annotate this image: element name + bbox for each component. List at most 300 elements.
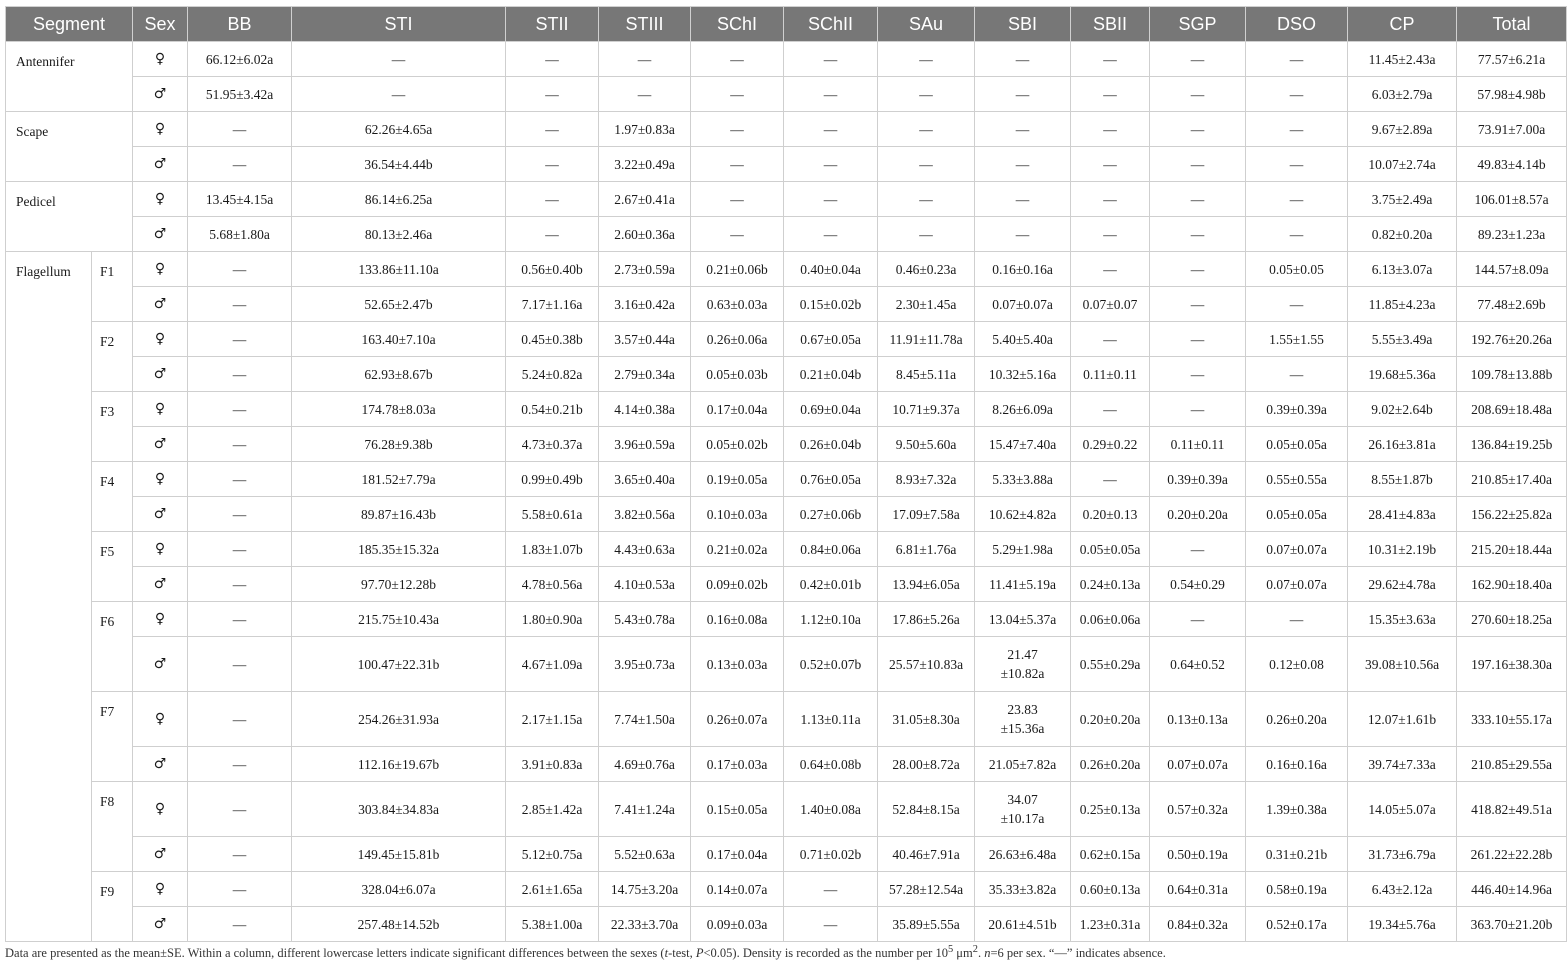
cell-schi: 0.17±0.03a [691,747,784,782]
cell-schii: 0.52±0.07b [784,637,878,692]
cell-stiii: 2.73±0.59a [599,252,691,287]
table-row [6,112,1567,147]
cell-stii: — [506,217,599,252]
table-row [6,872,1567,907]
cell-stii: 3.91±0.83a [506,747,599,782]
column-header-stiii: STIII [599,7,691,42]
cell-sau: 0.46±0.23a [878,252,975,287]
cell-bb: — [188,567,292,602]
cell-sti: 62.93±8.67b [292,357,506,392]
cell-sti: 86.14±6.25a [292,182,506,217]
cell-sau: — [878,42,975,77]
cell-cp: 11.85±4.23a [1348,287,1457,322]
table-row [6,782,1567,837]
table-footnote [5,944,1455,961]
cell-schii: — [784,872,878,907]
cell-cp: 9.02±2.64b [1348,392,1457,427]
sex-symbol: ♀ [133,462,188,497]
cell-sti: 254.26±31.93a [292,692,506,747]
cell-sgp: — [1150,147,1246,182]
cell-bb: — [188,532,292,567]
cell-total: 73.91±7.00a [1457,112,1567,147]
cell-bb: 5.68±1.80a [188,217,292,252]
footnote-text: Data are presented as the mean±SE. Within a column, different lowercase letters indicate significant differences between the sexes ( [5,946,665,961]
cell-schii: — [784,182,878,217]
cell-sti: 149.45±15.81b [292,837,506,872]
cell-sti: 80.13±2.46a [292,217,506,252]
sex-symbol: ♂ [133,427,188,462]
cell-stiii: — [599,77,691,112]
segment-label: Pedicel [6,182,133,252]
cell-stii: — [506,112,599,147]
cell-schi: 0.05±0.03b [691,357,784,392]
cell-sau: 2.30±1.45a [878,287,975,322]
cell-stiii: 7.74±1.50a [599,692,691,747]
cell-sti: 97.70±12.28b [292,567,506,602]
cell-stii: 0.56±0.40b [506,252,599,287]
cell-sbii: 0.26±0.20a [1071,747,1150,782]
sex-symbol: ♂ [133,77,188,112]
column-header-sgp: SGP [1150,7,1246,42]
cell-total: 57.98±4.98b [1457,77,1567,112]
footnote-text: μm [953,946,973,961]
footnote-text: . [977,946,985,961]
sex-symbol: ♀ [133,782,188,837]
cell-total: 333.10±55.17a [1457,692,1567,747]
cell-sbii: 0.06±0.06a [1071,602,1150,637]
cell-cp: 11.45±2.43a [1348,42,1457,77]
cell-sau: 17.86±5.26a [878,602,975,637]
cell-dso: 0.05±0.05a [1246,497,1348,532]
cell-sbii: 0.20±0.20a [1071,692,1150,747]
cell-bb: 51.95±3.42a [188,77,292,112]
cell-stiii: 7.41±1.24a [599,782,691,837]
cell-total: 136.84±19.25b [1457,427,1567,462]
cell-sgp: — [1150,182,1246,217]
cell-stiii: 5.52±0.63a [599,837,691,872]
cell-sau: — [878,112,975,147]
cell-dso: — [1246,217,1348,252]
cell-stiii: 3.65±0.40a [599,462,691,497]
cell-sgp: 0.54±0.29 [1150,567,1246,602]
segment-label: Antennifer [6,42,133,112]
footnote-exponent: 2 [972,944,978,955]
cell-cp: 6.03±2.79a [1348,77,1457,112]
cell-bb: — [188,392,292,427]
cell-sbii: 1.23±0.31a [1071,907,1150,942]
sex-symbol: ♂ [133,357,188,392]
cell-total: 210.85±17.40a [1457,462,1567,497]
cell-dso: — [1246,147,1348,182]
cell-cp: 10.07±2.74a [1348,147,1457,182]
cell-cp: 29.62±4.78a [1348,567,1457,602]
cell-sbii: 0.62±0.15a [1071,837,1150,872]
cell-bb: — [188,602,292,637]
cell-stii: — [506,42,599,77]
cell-sbi: — [975,217,1071,252]
cell-sbi: 20.61±4.51b [975,907,1071,942]
cell-dso: 0.07±0.07a [1246,567,1348,602]
table-container [5,6,1553,942]
table-body [6,42,1567,942]
cell-dso: — [1246,357,1348,392]
cell-stii: 5.24±0.82a [506,357,599,392]
cell-dso: 0.05±0.05a [1246,427,1348,462]
cell-sau: 6.81±1.76a [878,532,975,567]
subsegment-label: F5 [92,532,133,602]
sex-symbol: ♀ [133,392,188,427]
table-row [6,77,1567,112]
cell-sbi: 26.63±6.48a [975,837,1071,872]
cell-sbi: 34.07 ±10.17a [975,782,1071,837]
cell-sbii: — [1071,217,1150,252]
cell-stii: 0.45±0.38b [506,322,599,357]
cell-sau: 35.89±5.55a [878,907,975,942]
column-header-dso: DSO [1246,7,1348,42]
cell-schi: — [691,147,784,182]
sex-symbol: ♀ [133,182,188,217]
table-row [6,392,1567,427]
cell-sbii: 0.11±0.11 [1071,357,1150,392]
cell-dso: 1.39±0.38a [1246,782,1348,837]
table-row [6,182,1567,217]
cell-schii: 0.76±0.05a [784,462,878,497]
cell-stii: 4.67±1.09a [506,637,599,692]
cell-stii: 5.58±0.61a [506,497,599,532]
cell-schii: — [784,112,878,147]
cell-sti: 52.65±2.47b [292,287,506,322]
cell-bb: — [188,357,292,392]
cell-stiii: 4.43±0.63a [599,532,691,567]
cell-sgp: 0.57±0.32a [1150,782,1246,837]
cell-stiii: 4.69±0.76a [599,747,691,782]
cell-cp: 19.34±5.76a [1348,907,1457,942]
cell-schi: 0.21±0.02a [691,532,784,567]
cell-sbii: 0.25±0.13a [1071,782,1150,837]
cell-stiii: 22.33±3.70a [599,907,691,942]
table-row [6,147,1567,182]
cell-schi: — [691,42,784,77]
cell-sgp: — [1150,357,1246,392]
cell-stiii: 3.82±0.56a [599,497,691,532]
cell-stiii: 3.57±0.44a [599,322,691,357]
table-row [6,217,1567,252]
cell-sau: 9.50±5.60a [878,427,975,462]
cell-bb: — [188,637,292,692]
cell-schi: 0.26±0.06a [691,322,784,357]
cell-sti: 257.48±14.52b [292,907,506,942]
column-header-bb: BB [188,7,292,42]
sex-symbol: ♂ [133,907,188,942]
cell-sbi: 5.33±3.88a [975,462,1071,497]
cell-sbi: — [975,182,1071,217]
cell-dso: 0.16±0.16a [1246,747,1348,782]
cell-sti: 76.28±9.38b [292,427,506,462]
cell-bb: — [188,462,292,497]
table-row [6,602,1567,637]
cell-sbii: — [1071,392,1150,427]
cell-sbii: — [1071,182,1150,217]
cell-total: 210.85±29.55a [1457,747,1567,782]
cell-cp: 12.07±1.61b [1348,692,1457,747]
sex-symbol: ♀ [133,532,188,567]
table-row [6,637,1567,692]
cell-cp: 28.41±4.83a [1348,497,1457,532]
cell-cp: 8.55±1.87b [1348,462,1457,497]
cell-stii: 2.61±1.65a [506,872,599,907]
cell-sbii: — [1071,42,1150,77]
cell-sgp: 0.07±0.07a [1150,747,1246,782]
cell-sti: 215.75±10.43a [292,602,506,637]
cell-total: 162.90±18.40a [1457,567,1567,602]
cell-schi: — [691,182,784,217]
cell-stii: — [506,147,599,182]
subsegment-label: F1 [92,252,133,322]
cell-schi: 0.15±0.05a [691,782,784,837]
cell-sau: 10.71±9.37a [878,392,975,427]
cell-cp: 26.16±3.81a [1348,427,1457,462]
cell-total: 49.83±4.14b [1457,147,1567,182]
cell-sti: 174.78±8.03a [292,392,506,427]
cell-stiii: 3.16±0.42a [599,287,691,322]
cell-cp: 9.67±2.89a [1348,112,1457,147]
cell-sgp: 0.39±0.39a [1150,462,1246,497]
segment-label: Flagellum [6,252,92,942]
cell-total: 109.78±13.88b [1457,357,1567,392]
table-row [6,322,1567,357]
cell-sbi: 10.32±5.16a [975,357,1071,392]
table-row [6,252,1567,287]
cell-sbii: — [1071,462,1150,497]
cell-sbii: — [1071,252,1150,287]
cell-schii: 0.84±0.06a [784,532,878,567]
cell-stiii: 2.67±0.41a [599,182,691,217]
cell-sgp: — [1150,392,1246,427]
cell-sau: 57.28±12.54a [878,872,975,907]
cell-sgp: 0.11±0.11 [1150,427,1246,462]
cell-sti: 181.52±7.79a [292,462,506,497]
cell-total: 156.22±25.82a [1457,497,1567,532]
cell-dso: 0.07±0.07a [1246,532,1348,567]
column-header-segment: Segment [6,7,133,42]
segment-label: Scape [6,112,133,182]
sex-symbol: ♂ [133,747,188,782]
cell-sgp: — [1150,322,1246,357]
cell-sau: — [878,77,975,112]
cell-schi: 0.63±0.03a [691,287,784,322]
cell-schii: — [784,42,878,77]
column-header-stii: STII [506,7,599,42]
column-header-sti: STI [292,7,506,42]
cell-cp: 14.05±5.07a [1348,782,1457,837]
cell-schi: 0.21±0.06b [691,252,784,287]
cell-cp: 39.74±7.33a [1348,747,1457,782]
cell-sbii: 0.07±0.07 [1071,287,1150,322]
cell-schi: 0.17±0.04a [691,392,784,427]
cell-dso: 0.26±0.20a [1246,692,1348,747]
sex-symbol: ♂ [133,637,188,692]
cell-dso: 0.55±0.55a [1246,462,1348,497]
cell-cp: 6.13±3.07a [1348,252,1457,287]
cell-sti: 100.47±22.31b [292,637,506,692]
cell-schii: 1.40±0.08a [784,782,878,837]
cell-dso: 0.39±0.39a [1246,392,1348,427]
cell-sbi: 35.33±3.82a [975,872,1071,907]
cell-sti: 185.35±15.32a [292,532,506,567]
cell-cp: 15.35±3.63a [1348,602,1457,637]
cell-sbi: 21.47 ±10.82a [975,637,1071,692]
cell-stii: 1.83±1.07b [506,532,599,567]
cell-sbii: — [1071,112,1150,147]
cell-sau: — [878,182,975,217]
cell-schi: 0.09±0.03a [691,907,784,942]
cell-sbi: 15.47±7.40a [975,427,1071,462]
cell-dso: — [1246,182,1348,217]
cell-schii: 0.64±0.08b [784,747,878,782]
sex-symbol: ♀ [133,322,188,357]
cell-sau: 31.05±8.30a [878,692,975,747]
cell-sgp: — [1150,287,1246,322]
cell-sti: 163.40±7.10a [292,322,506,357]
table-row [6,532,1567,567]
sex-symbol: ♂ [133,567,188,602]
column-header-cp: CP [1348,7,1457,42]
cell-total: 418.82±49.51a [1457,782,1567,837]
cell-total: 89.23±1.23a [1457,217,1567,252]
cell-schii: 0.42±0.01b [784,567,878,602]
cell-schii: 0.21±0.04b [784,357,878,392]
cell-sau: 52.84±8.15a [878,782,975,837]
cell-stii: 4.78±0.56a [506,567,599,602]
cell-stii: 7.17±1.16a [506,287,599,322]
cell-schii: 0.26±0.04b [784,427,878,462]
footnote-exponent: 5 [947,944,954,955]
cell-sbi: 5.29±1.98a [975,532,1071,567]
cell-schii: 0.71±0.02b [784,837,878,872]
cell-stii: — [506,77,599,112]
subsegment-label: F4 [92,462,133,532]
cell-dso: 0.05±0.05 [1246,252,1348,287]
cell-sbii: 0.24±0.13a [1071,567,1150,602]
table-row [6,837,1567,872]
cell-stiii: — [599,42,691,77]
sex-symbol: ♀ [133,112,188,147]
cell-sti: 303.84±34.83a [292,782,506,837]
cell-cp: 39.08±10.56a [1348,637,1457,692]
cell-dso: 0.52±0.17a [1246,907,1348,942]
cell-sbi: 11.41±5.19a [975,567,1071,602]
cell-bb: — [188,322,292,357]
cell-total: 270.60±18.25a [1457,602,1567,637]
cell-cp: 3.75±2.49a [1348,182,1457,217]
cell-sgp: — [1150,532,1246,567]
cell-sbi: 0.07±0.07a [975,287,1071,322]
cell-bb: — [188,692,292,747]
cell-dso: — [1246,287,1348,322]
cell-sbi: 0.16±0.16a [975,252,1071,287]
cell-sgp: 0.84±0.32a [1150,907,1246,942]
cell-schii: — [784,217,878,252]
cell-cp: 10.31±2.19b [1348,532,1457,567]
cell-schii: 0.40±0.04a [784,252,878,287]
cell-sgp: 0.50±0.19a [1150,837,1246,872]
cell-bb: — [188,497,292,532]
cell-sgp: 0.13±0.13a [1150,692,1246,747]
cell-schi: 0.10±0.03a [691,497,784,532]
cell-cp: 19.68±5.36a [1348,357,1457,392]
sex-symbol: ♀ [133,872,188,907]
table-row [6,462,1567,497]
column-header-sbi: SBI [975,7,1071,42]
cell-total: 77.48±2.69b [1457,287,1567,322]
cell-schi: 0.17±0.04a [691,837,784,872]
footnote-text: <0.05). Density is recorded as the number per 10 [703,946,948,961]
cell-stii: — [506,182,599,217]
column-header-sbii: SBII [1071,7,1150,42]
cell-bb: — [188,837,292,872]
sex-symbol: ♀ [133,42,188,77]
cell-schii: 1.12±0.10a [784,602,878,637]
cell-schi: 0.14±0.07a [691,872,784,907]
sex-symbol: ♂ [133,837,188,872]
table-row [6,427,1567,462]
cell-stii: 4.73±0.37a [506,427,599,462]
cell-dso: — [1246,112,1348,147]
cell-sti: — [292,77,506,112]
cell-bb: — [188,112,292,147]
column-header-sex: Sex [133,7,188,42]
cell-schii: 1.13±0.11a [784,692,878,747]
cell-sbii: — [1071,322,1150,357]
subsegment-label: F7 [92,692,133,782]
cell-sgp: 0.64±0.31a [1150,872,1246,907]
cell-stii: 5.38±1.00a [506,907,599,942]
cell-schii: — [784,77,878,112]
cell-schi: — [691,217,784,252]
cell-sau: 11.91±11.78a [878,322,975,357]
cell-dso: 0.31±0.21b [1246,837,1348,872]
cell-sgp: — [1150,252,1246,287]
cell-total: 77.57±6.21a [1457,42,1567,77]
cell-bb: — [188,907,292,942]
cell-stiii: 4.14±0.38a [599,392,691,427]
cell-bb: — [188,287,292,322]
cell-schi: 0.13±0.03a [691,637,784,692]
cell-sbii: — [1071,147,1150,182]
cell-stii: 5.12±0.75a [506,837,599,872]
cell-sau: 28.00±8.72a [878,747,975,782]
cell-cp: 0.82±0.20a [1348,217,1457,252]
cell-sgp: — [1150,217,1246,252]
sex-symbol: ♀ [133,602,188,637]
cell-stiii: 2.60±0.36a [599,217,691,252]
cell-sgp: — [1150,77,1246,112]
cell-sau: 8.93±7.32a [878,462,975,497]
sensilla-density-table [5,6,1567,942]
cell-sau: 13.94±6.05a [878,567,975,602]
cell-bb: 13.45±4.15a [188,182,292,217]
sex-symbol: ♀ [133,692,188,747]
cell-total: 192.76±20.26a [1457,322,1567,357]
footnote-text: -test, [668,946,696,961]
cell-stiii: 3.96±0.59a [599,427,691,462]
cell-sgp: 0.64±0.52 [1150,637,1246,692]
cell-dso: 0.58±0.19a [1246,872,1348,907]
cell-stii: 0.54±0.21b [506,392,599,427]
cell-sbi: 21.05±7.82a [975,747,1071,782]
cell-sti: — [292,42,506,77]
table-row [6,692,1567,747]
